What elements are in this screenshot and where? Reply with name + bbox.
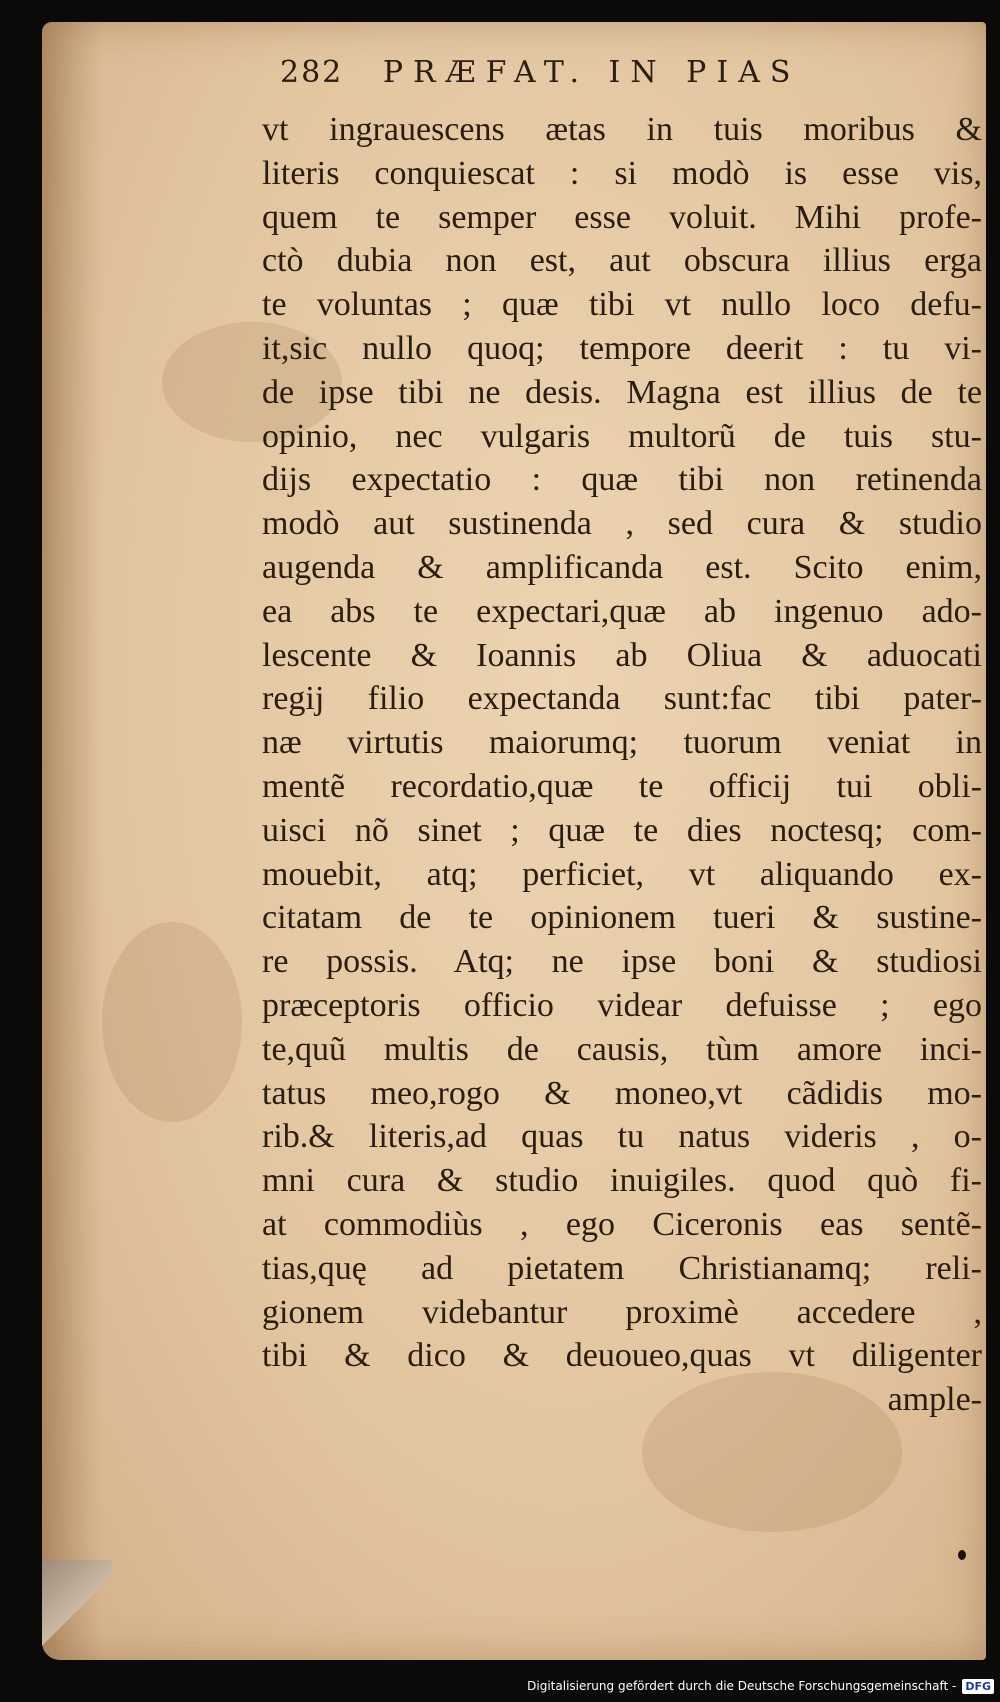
text-line: mni cura & studio inuigiles. quod quò fi- — [262, 1162, 982, 1200]
running-header — [280, 55, 800, 90]
text-line: gionem videbantur proximè accedere , — [262, 1293, 982, 1331]
text-line: dijs expectatio : quæ tibi non retinenda — [262, 461, 982, 499]
text-line: opinio, nec vulgaris multorũ de tuis stu- — [262, 417, 982, 455]
text-line: rib.& literis,ad quas tu natus videris , o- — [262, 1118, 982, 1156]
text-line: re possis. Atq; ne ipse boni & studiosi — [262, 943, 982, 981]
text-line: quem te semper esse voluit. Mihi profe- — [262, 198, 982, 236]
running-title: PRÆFAT. IN PIAS — [382, 55, 801, 90]
paper-stain — [102, 922, 242, 1122]
text-line: tias,quę ad pietatem Christianamq; reli- — [262, 1249, 982, 1287]
text-line: lescente & Ioannis ab Oliua & aduocati — [262, 636, 982, 674]
text-line: vt ingrauescens ætas in tuis moribus & — [262, 111, 982, 148]
page-number: 282 — [280, 55, 344, 90]
text-line: præceptoris officio videar defuisse ; ego — [262, 986, 982, 1024]
text-line: tatus meo,rogo & moneo,vt cãdidis mo- — [262, 1074, 982, 1112]
text-line: te voluntas ; quæ tibi vt nullo loco defu- — [262, 286, 982, 324]
text-line: de ipse tibi ne desis. Magna est illius de te — [262, 373, 982, 411]
text-line: tibi & dico & deuoueo,quas vt diligenter — [262, 1337, 982, 1375]
ink-spot — [958, 1550, 966, 1560]
text-line: uisci nõ sinet ; quæ te dies noctesq; com- — [262, 811, 982, 849]
funding-credit: Digitalisierung gefördert durch die Deutsche Forschungsgemeinschaft - — [527, 1679, 957, 1693]
text-line: literis conquiescat : si modò is esse vis, — [262, 154, 982, 192]
body-text — [262, 108, 982, 1422]
text-line: mouebit, atq; perficiet, vt aliquando ex- — [262, 855, 982, 893]
catchword: ample- — [887, 1381, 982, 1419]
text-line: at commodiùs , ego Ciceronis eas sentẽ- — [262, 1205, 982, 1243]
text-line: ctò dubia non est, aut obscura illius erga — [262, 242, 982, 280]
text-line: regij filio expectanda sunt:fac tibi pater- — [262, 680, 982, 718]
dfg-logo: DFG — [962, 1679, 994, 1694]
text-line: ea abs te expectari,quæ ab ingenuo ado- — [262, 592, 982, 630]
text-line: næ virtutis maiorumq; tuorum veniat in — [262, 724, 982, 762]
folded-corner — [42, 1560, 112, 1660]
text-line: modò aut sustinenda , sed cura & studio — [262, 505, 982, 543]
text-line: augenda & amplificanda est. Scito enim, — [262, 548, 982, 586]
text-line: it,sic nullo quoq; tempore deerit : tu vi- — [262, 329, 982, 367]
digitization-footer — [527, 1676, 994, 1696]
text-line: citatam de te opinionem tueri & sustine- — [262, 899, 982, 937]
text-line: mentẽ recordatio,quæ te officij tui obli- — [262, 767, 982, 805]
text-line: te,quũ multis de causis, tùm amore inci- — [262, 1030, 982, 1068]
